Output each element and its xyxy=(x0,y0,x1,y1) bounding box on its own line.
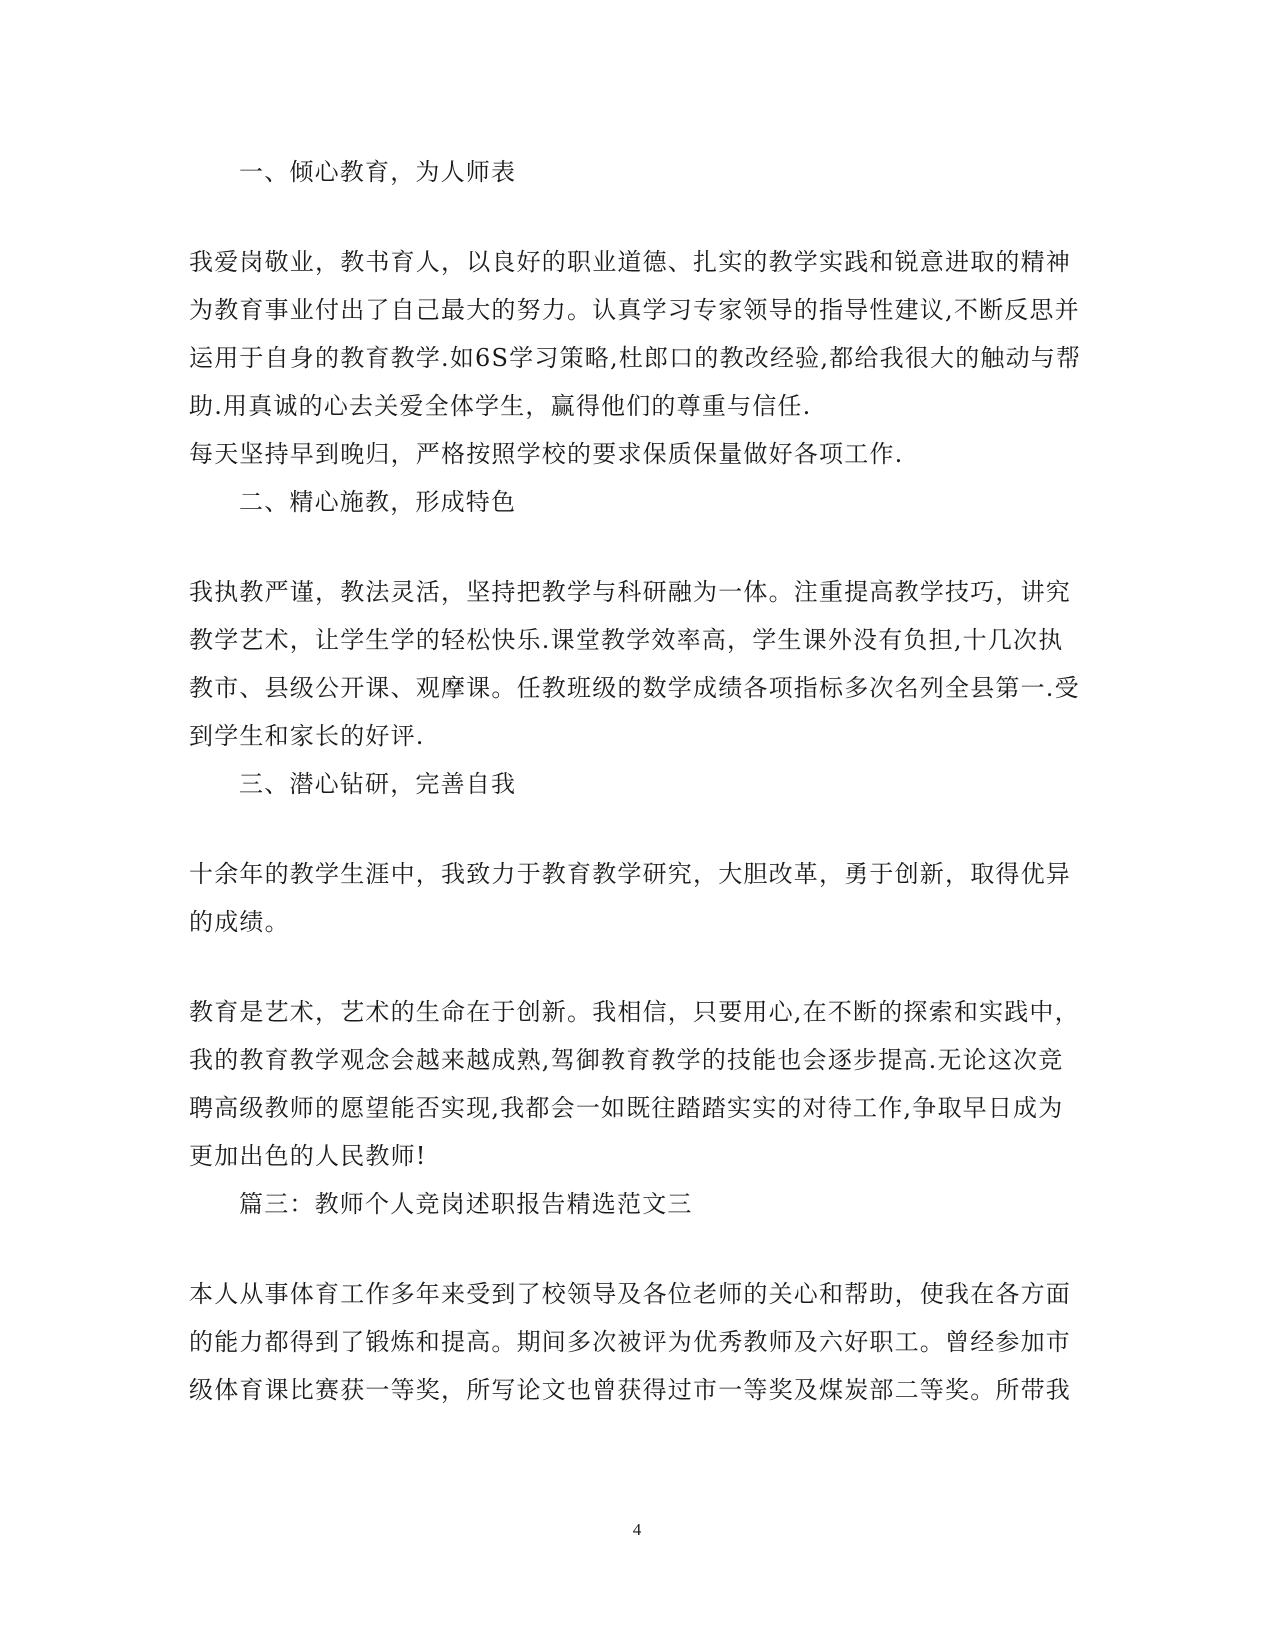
article-title: 篇三：教师个人竞岗述职报告精选范文三 xyxy=(239,1190,693,1218)
paragraph-line: 我爱岗敬业，教书育人，以良好的职业道德、扎实的教学实践和锐意进取的精神 xyxy=(189,248,1071,276)
page-number: 4 xyxy=(632,1520,642,1539)
paragraph-line: 的成绩。 xyxy=(189,908,290,936)
paragraph-line: 的能力都得到了锻炼和提高。期间多次被评为优秀教师及六好职工。曾经参加市 xyxy=(189,1328,1071,1356)
paragraph-line: 聘高级教师的愿望能否实现,我都会一如既往踏踏实实的对待工作,争取早日成为 xyxy=(189,1094,1064,1122)
section-heading-3: 三、潜心钻研，完善自我 xyxy=(239,770,517,798)
paragraph-line: 助.用真诚的心去关爱全体学生，赢得他们的尊重与信任. xyxy=(189,392,812,420)
paragraph-line: 教育是艺术，艺术的生命在于创新。我相信，只要用心,在不断的探索和实践中， xyxy=(189,998,1080,1026)
paragraph-line: 级体育课比赛获一等奖，所写论文也曾获得过市一等奖及煤炭部二等奖。所带我 xyxy=(189,1376,1071,1404)
section-heading-1: 一、倾心教育，为人师表 xyxy=(239,158,517,186)
paragraph-line: 到学生和家长的好评. xyxy=(189,722,425,750)
paragraph-line: 我的教育教学观念会越来越成熟,驾御教育教学的技能也会逐步提高.无论这次竞 xyxy=(189,1046,1064,1074)
paragraph-line: 教学艺术，让学生学的轻松快乐.课堂教学效率高，学生课外没有负担,十几次执 xyxy=(189,626,1064,654)
paragraph-line: 每天坚持早到晚归，严格按照学校的要求保质保量做好各项工作. xyxy=(189,440,904,468)
section-heading-2: 二、精心施教，形成特色 xyxy=(239,488,517,516)
paragraph-line: 运用于自身的教育教学.如6S学习策略,杜郎口的教改经验,都给我很大的触动与帮 xyxy=(189,344,1082,372)
paragraph-line: 为教育事业付出了自己最大的努力。认真学习专家领导的指导性建议,不断反思并 xyxy=(189,296,1080,324)
paragraph-line: 更加出色的人民教师! xyxy=(189,1142,427,1170)
paragraph-line: 本人从事体育工作多年来受到了校领导及各位老师的关心和帮助，使我在各方面 xyxy=(189,1280,1071,1308)
paragraph-line: 十余年的教学生涯中，我致力于教育教学研究，大胆改革，勇于创新，取得优异 xyxy=(189,860,1071,888)
paragraph-line: 我执教严谨，教法灵活，坚持把教学与科研融为一体。注重提高教学技巧，讲究 xyxy=(189,578,1071,606)
paragraph-line: 教市、县级公开课、观摩课。任教班级的数学成绩各项指标多次名列全县第一.受 xyxy=(189,674,1080,702)
